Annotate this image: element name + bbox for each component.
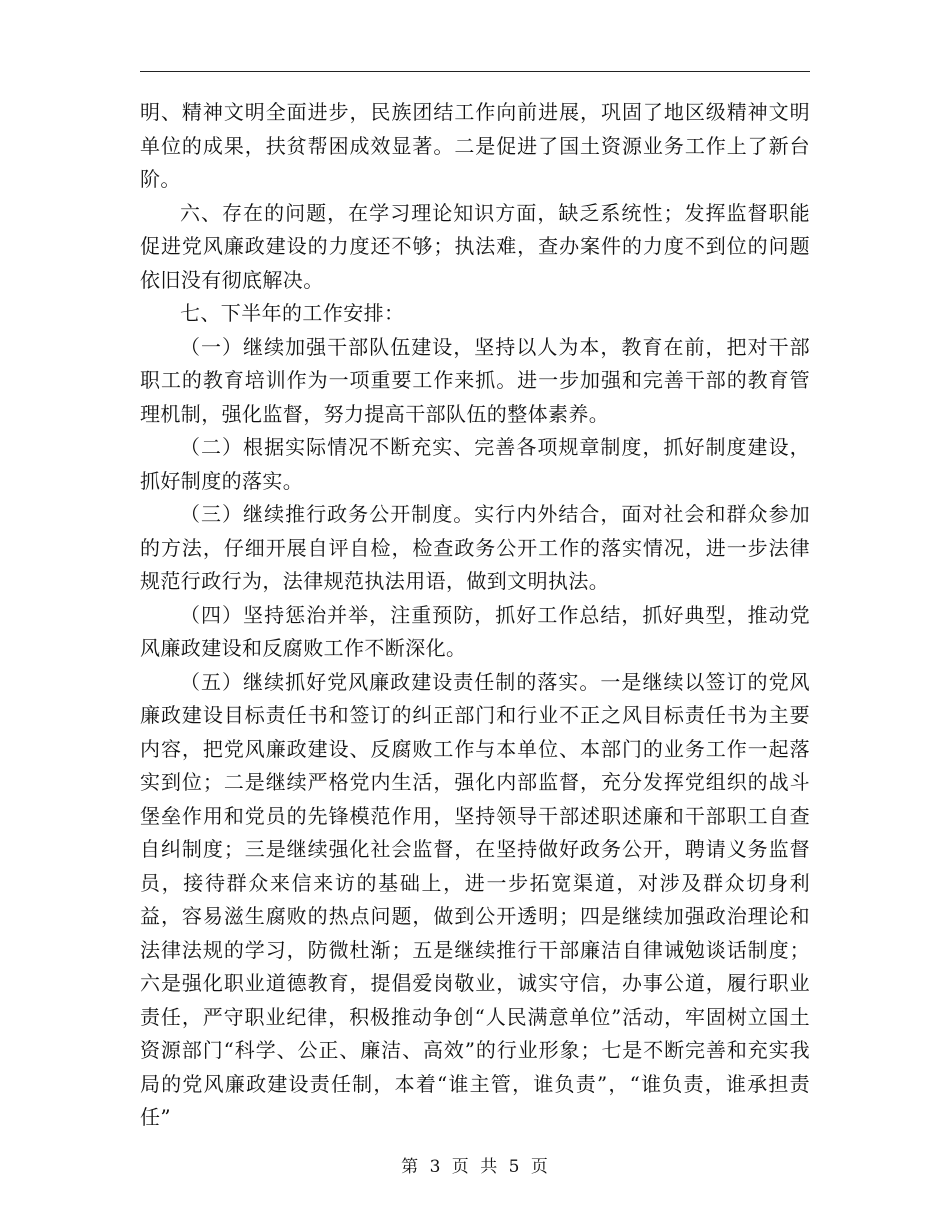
paragraph-continued: 明、精神文明全面进步，民族团结工作向前进展，巩固了地区级精神文明单位的成果，扶贫帮困成效显著。二是促进了国土资源业务工作上了新台阶。 bbox=[140, 100, 810, 191]
document-body bbox=[140, 96, 810, 1135]
paragraph-plan-5: （五）继续抓好党风廉政建设责任制的落实。一是继续以签订的党风廉政建设目标责任书和签订的纠正部门和行业不正之风目标责任书为主要内容，把党风廉政建设、反腐败工作与本单位、本部门的业务工作一起落实到位；二是继续严格党内生活，强化内部监督，充分发挥党组织的战斗堡垒作用和党员的先锋模范作用，坚持领导干部述职述廉和干部职工自查自纠制度；三是继续强化社会监督，在坚持做好政务公开，聘请义务监督员，接待群众来信来访的基础上，进一步拓宽渠道，对涉及群众切身利益，容易滋生腐败的热点问题，做到公开透明；四是继续加强政治理论和法律法规的学习，防微杜渐；五是继续推行干部廉洁自律诫勉谈话制度；六是强化职业道德教育，提倡爱岗敬业，诚实守信，办事公道，履行职业责任，严守职业纪律，积极推动争创“人民满意单位”活动，牢固树立国土资源部门“科学、公正、廉洁、高效”的行业形象；七是不断完善和充实我局的党风廉政建设责任制，本着“谁主管，谁负责”，“谁负责，谁承担责任” bbox=[140, 669, 810, 1129]
paragraph-plan-4: （四）坚持惩治并举，注重预防，抓好工作总结，抓好典型，推动党风廉政建设和反腐败工作不断深化。 bbox=[140, 602, 810, 660]
paragraph-plan-1: （一）继续加强干部队伍建设，坚持以人为本，教育在前，把对干部职工的教育培训作为一项重要工作来抓。进一步加强和完善干部的教育管理机制，强化监督，努力提高干部队伍的整体素养。 bbox=[140, 334, 810, 426]
footer-total-word: 共 bbox=[480, 1157, 499, 1177]
footer-total-pages: 5 bbox=[508, 1157, 521, 1177]
paragraph-plan-2: （二）根据实际情况不断充实、完善各项规章制度，抓好制度建设，抓好制度的落实。 bbox=[140, 435, 810, 493]
page-footer bbox=[0, 1152, 950, 1177]
footer-current-page: 3 bbox=[429, 1157, 442, 1177]
footer-prefix: 第 bbox=[401, 1157, 420, 1177]
paragraph-problems: 六、存在的问题，在学习理论知识方面，缺乏系统性；发挥监督职能促进党风廉政建设的力度还不够；执法难，查办案件的力度不到位的问题依旧没有彻底解决。 bbox=[140, 200, 810, 292]
paragraph-plan-3: （三）继续推行政务公开制度。实行内外结合，面对社会和群众参加的方法，仔细开展自评自检，检查政务公开工作的落实情况，进一步法律规范行政行为，法律规范执法用语，做到文明执法。 bbox=[140, 502, 810, 593]
header-rule bbox=[140, 71, 810, 72]
footer-suffix: 页 bbox=[530, 1157, 549, 1177]
paragraph-plan-heading: 七、下半年的工作安排： bbox=[180, 301, 405, 325]
footer-page-word: 页 bbox=[451, 1157, 470, 1177]
